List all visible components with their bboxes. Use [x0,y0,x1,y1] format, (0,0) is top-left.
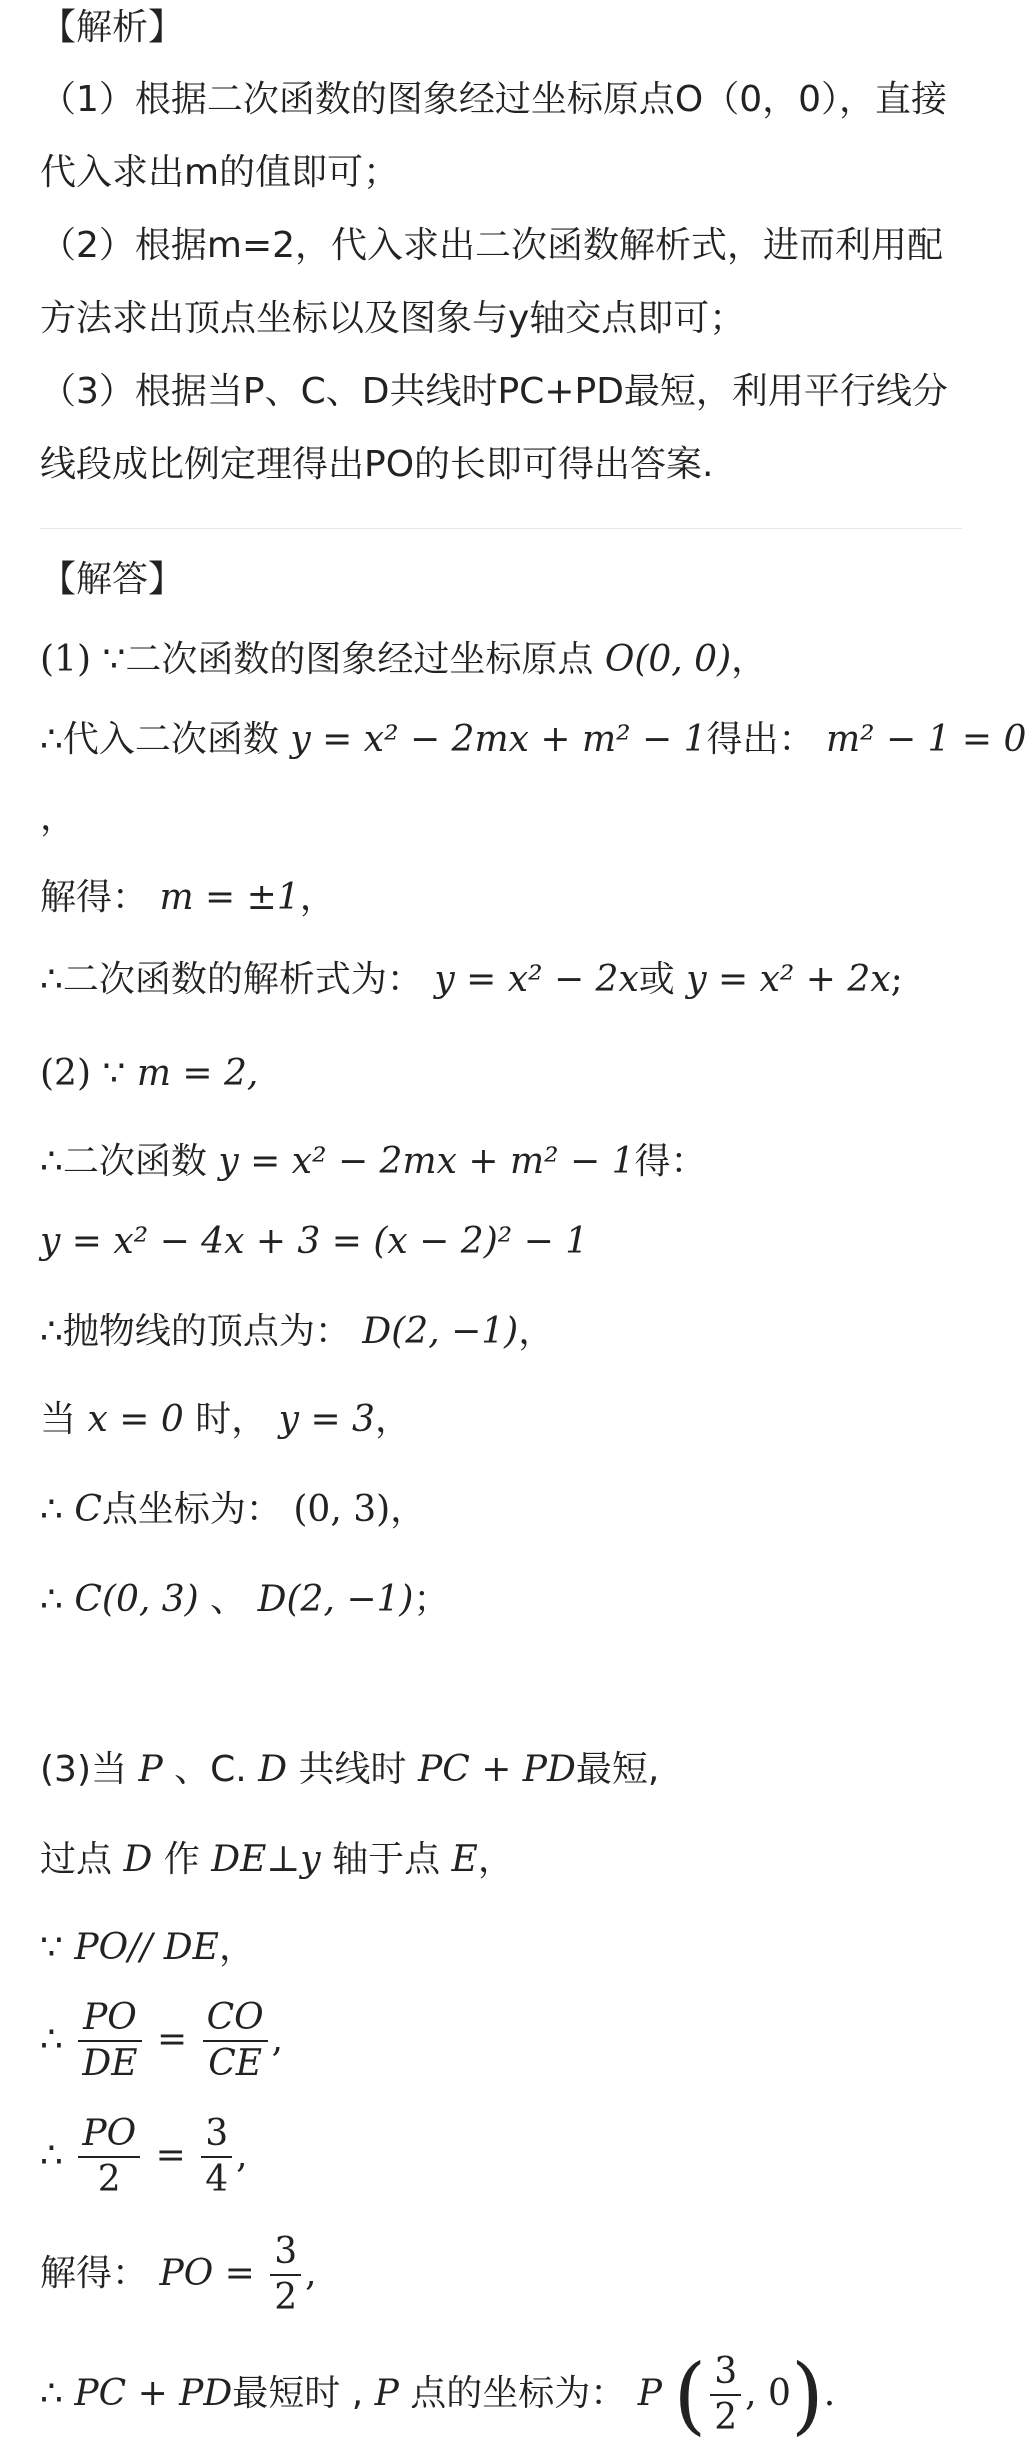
fraction-3-2-point: $\frac{3}{2}$ [710,2350,741,2440]
answer-line-3: ， [40,797,77,838]
answer-line-16: ∴ $\frac{PO}{DE}$ = $\frac{CO}{CE}$ , [40,1997,284,2084]
analysis-heading: 【解析】 [40,7,185,48]
analysis-p3-line1: （3）根据当P、C、D共线时PC+PD最短，利用平行线分 [40,371,948,412]
answer-line-17: ∴ $\frac{PO}{2}$ = $\frac{3}{4}$ , [40,2113,248,2200]
answer-line-5: ∴二次函数的解析式为： y = x² − 2x或 y = x² + 2x; [40,959,903,1000]
analysis-p3-line2: 线段成比例定理得出PO的长即可得出答案. [40,444,714,485]
answer-line-9: ∴抛物线的顶点为： D(2, −1)， [40,1311,555,1352]
answer-line-14: 过点 D 作 DE⊥y 轴于点 E， [40,1839,514,1880]
analysis-p2-line1: （2）根据m=2，代入求出二次函数解析式，进而利用配 [40,225,944,266]
fraction-po-2: $\frac{PO}{2}$ [78,2112,140,2202]
fraction-co-ce: $\frac{CO}{CE}$ [203,1996,268,2086]
answer-line-2: ∴代入二次函数 y = x² − 2mx + m² − 1得出： m² − 1 = 0 [40,719,1026,760]
answer-line-10: 当 x = 0 时， y = 3， [40,1399,411,1440]
analysis-p1-line1: （1）根据二次函数的图象经过坐标原点O（0，0），直接 [40,79,948,120]
analysis-p1-line2: 代入求出m的值即可； [40,152,400,193]
answer-line-18: 解得： PO = $\frac{3}{2}$ , [40,2231,317,2318]
answer-line-19: ∴ PC + PD最短时 , P 点的坐标为： P ( $\frac{3}{2}$ , 0). [40,2346,836,2444]
fraction-3-4: $\frac{3}{4}$ [201,2112,232,2202]
answer-line-15: ∵ PO// DE， [40,1927,255,1968]
answer-line-12: ∴ C(0, 3) 、 D(2, −1)； [40,1579,450,1620]
answer-line-8: y = x² − 4x + 3 = (x − 2)² − 1 [40,1221,589,1262]
fraction-po-de: $\frac{PO}{DE}$ [78,1996,141,2086]
section-divider [40,528,962,529]
answer-line-1: (1) ∵二次函数的图象经过坐标原点 O(0, 0)， [40,639,768,680]
answer-line-4: 解得： m = ±1， [40,877,336,918]
answer-line-7: ∴二次函数 y = x² − 2mx + m² − 1得： [40,1141,707,1182]
answer-line-13: (3)当 P 、C. D 共线时 PC + PD最短, [40,1749,660,1790]
answer-heading: 【解答】 [40,559,185,600]
answer-line-11: ∴ C点坐标为： (0, 3)， [40,1489,427,1530]
analysis-p2-line2: 方法求出顶点坐标以及图象与y轴交点即可； [40,298,746,339]
answer-line-6: (2) ∵ m = 2, [40,1053,259,1094]
fraction-3-2: $\frac{3}{2}$ [270,2230,301,2320]
